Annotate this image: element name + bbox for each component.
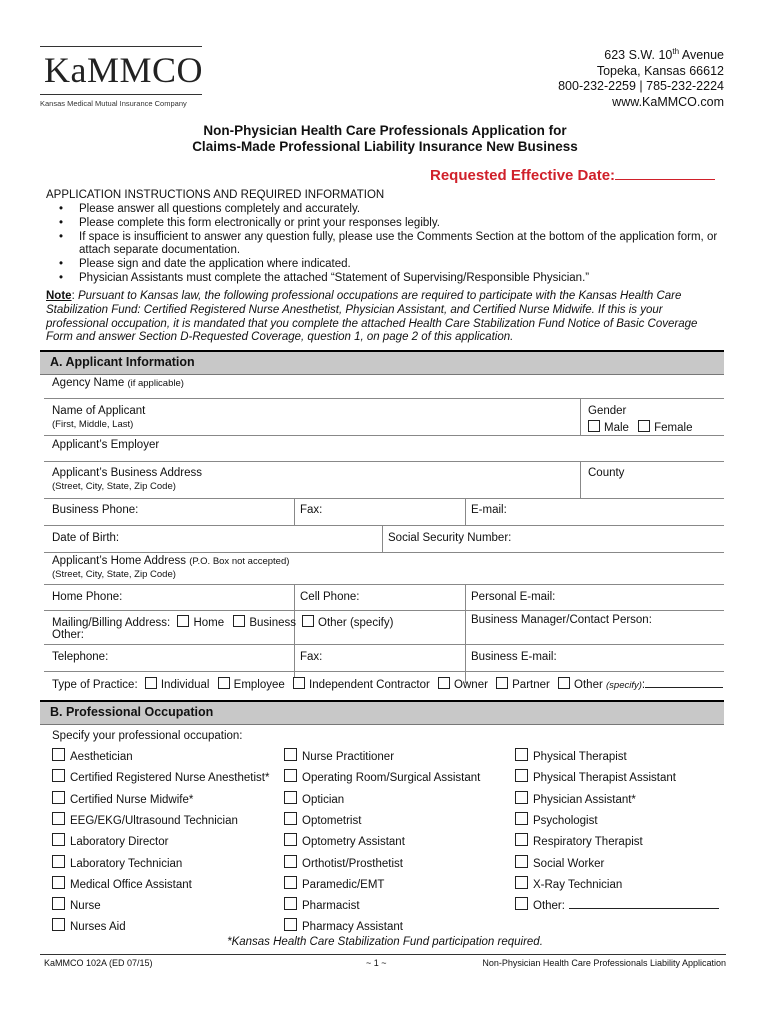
row-divider — [44, 584, 724, 585]
practice-other-checkbox[interactable] — [558, 677, 570, 689]
occupation-checkbox[interactable] — [52, 897, 65, 910]
agency-name-label — [52, 377, 184, 389]
personal-email-label: Personal E-mail: — [471, 591, 556, 603]
occupation-option[interactable] — [515, 812, 598, 827]
male-label: Male — [604, 422, 629, 434]
row-divider — [44, 435, 724, 436]
occupation-label: Pharmacy Assistant — [302, 921, 403, 934]
home-address-label — [52, 555, 289, 567]
occupation-checkbox[interactable] — [52, 812, 65, 825]
note-text: Pursuant to Kansas law, the following professional occupations are required to participate with the Kansas Health Care Stabilization Fund: Certified Registered Nurse Anesthetist, Physician Assistant, and Certified Nurse Midwife. If this is your professional occupation, it is mandated that you complete the attached Health Care Stabilization Fund Notice of Basic Coverage Form and answer Section D-Requested Coverage, question 1, on page 2 of this application. — [46, 290, 698, 344]
practice-other-colon: : — [641, 679, 646, 691]
date-of-birth-label: Date of Birth: — [52, 532, 120, 544]
occupation-label: Optometrist — [302, 814, 362, 827]
occupation-label: Respiratory Therapist — [533, 836, 643, 849]
form-title-line1: Non-Physician Health Care Professionals Application for — [203, 123, 567, 138]
occupation-checkbox[interactable] — [52, 918, 65, 931]
occupation-option[interactable] — [284, 791, 344, 806]
instructions-list — [46, 203, 726, 286]
mailing-home-checkbox[interactable] — [177, 615, 189, 627]
stabilization-fund-footnote: *Kansas Health Care Stabilization Fund participation required. — [227, 936, 543, 948]
business-address-label: Applicant’s Business Address — [52, 467, 203, 479]
section-b-header — [40, 700, 724, 725]
occupation-label: Laboratory Technician — [70, 857, 183, 870]
occupation-option[interactable] — [52, 812, 238, 827]
gender-label: Gender — [588, 405, 627, 417]
agency-name-text: Agency Name — [52, 377, 125, 389]
fax2-label: Fax: — [300, 651, 323, 663]
mailing-other-option — [302, 615, 393, 629]
column-divider — [465, 498, 466, 525]
row-divider — [44, 610, 724, 611]
occupation-option[interactable] — [284, 833, 405, 848]
occupation-label: EEG/EKG/Ultrasound Technician — [70, 814, 238, 827]
occupation-label: Pharmacist — [302, 900, 360, 913]
practice-other-field[interactable] — [645, 677, 723, 688]
requested-effective-date-label: Requested Effective Date: — [430, 167, 616, 184]
occupation-option[interactable] — [284, 918, 403, 933]
mailing-other-label: Other (specify) — [318, 617, 394, 629]
business-email-label: Business E-mail: — [471, 651, 557, 663]
practice-owner-label: Owner — [454, 679, 488, 691]
occupation-checkbox[interactable] — [515, 748, 528, 761]
occupation-label: Other: — [533, 900, 565, 913]
mailing-other-checkbox[interactable] — [302, 615, 314, 627]
practice-contractor-checkbox[interactable] — [293, 677, 305, 689]
company-full-name: Kansas Medical Mutual Insurance Company — [40, 99, 187, 108]
occupation-checkbox[interactable] — [284, 812, 297, 825]
form-title — [0, 123, 770, 155]
occupation-checkbox[interactable] — [284, 748, 297, 761]
occupation-label: Orthotist/Prosthetist — [302, 857, 403, 870]
occupation-checkbox[interactable] — [515, 855, 528, 868]
column-divider — [382, 525, 383, 552]
occupation-checkbox[interactable] — [52, 833, 65, 846]
occupation-option[interactable] — [52, 769, 269, 784]
occupation-option[interactable] — [52, 876, 192, 891]
occupation-other-field[interactable] — [569, 898, 719, 909]
occupation-label: Nurse Practitioner — [302, 751, 395, 763]
occupation-checkbox[interactable] — [515, 876, 528, 889]
occupation-label: Physical Therapist Assistant — [533, 772, 676, 785]
ssn-label: Social Security Number: — [388, 532, 512, 544]
occupation-checkbox[interactable] — [515, 812, 528, 825]
instruction-item: • Please complete this form electronically or print your responses legibly. — [46, 217, 726, 231]
mailing-label: Mailing/Billing Address: — [52, 617, 171, 629]
practice-employee-label: Employee — [233, 679, 285, 691]
row-divider — [44, 398, 724, 399]
occupation-checkbox[interactable] — [284, 769, 297, 782]
practice-partner-checkbox[interactable] — [496, 677, 508, 689]
telephone-label: Telephone: — [52, 651, 109, 663]
column-divider — [294, 498, 295, 525]
occupation-label: Operating Room/Surgical Assistant — [302, 772, 481, 785]
occupation-checkbox[interactable] — [515, 769, 528, 782]
column-divider — [580, 398, 581, 435]
occupation-label: Medical Office Assistant — [70, 878, 192, 891]
occupation-label: Certified Registered Nurse Anesthetist* — [70, 772, 270, 785]
occupation-label: Nurse — [70, 900, 101, 913]
page-number: ~ 1 ~ — [366, 958, 387, 968]
logo-rule-bottom — [40, 94, 202, 95]
occupation-option[interactable] — [284, 855, 403, 870]
mailing-other-field-label: Other: — [52, 629, 84, 641]
business-address-hint: (Street, City, State, Zip Code) — [52, 481, 176, 492]
occupation-checkbox[interactable] — [284, 897, 297, 910]
company-logo: KaMMCO — [44, 50, 204, 90]
occupation-option[interactable] — [284, 876, 384, 891]
practice-partner-label: Partner — [512, 679, 550, 691]
business-phone-label: Business Phone: — [52, 504, 139, 516]
footer-form-title: Non-Physician Health Care Professionals Liability Application — [482, 958, 726, 968]
instruction-item: • If space is insufficient to answer any question fully, please use the Comments Section at the bottom of the application form, or attach separate documentation. — [46, 231, 726, 259]
occupation-checkbox[interactable] — [515, 833, 528, 846]
gender-options — [588, 420, 693, 434]
agency-name-note: (if applicable) — [127, 378, 184, 389]
practice-contractor-label: Independent Contractor — [309, 679, 430, 691]
mailing-business-label: Business — [249, 617, 297, 629]
address-line1-pre: 623 S.W. 10 — [604, 48, 673, 63]
column-divider — [465, 584, 466, 683]
occupation-checkbox[interactable] — [515, 897, 528, 910]
kansas-law-note: Note: Pursuant to Kansas law, the following professional occupations are required to participate with the Kansas Health Care Stabilization Fund: Certified Registered Nurse Anesthetist, Physician Assistant, and Certified Nurse Midwife. If this is your professional occupation, it is mandated that you complete the attached Health Care Stabilization Fund Notice of Basic Coverage Form and answer Section D-Requested Coverage, question 1, on page 2 of this application. — [46, 290, 698, 344]
row-divider — [44, 498, 724, 499]
practice-individual-checkbox[interactable] — [145, 677, 157, 689]
row-divider — [44, 552, 724, 553]
occupation-checkbox[interactable] — [515, 791, 528, 804]
footer-rule — [40, 954, 726, 955]
occupation-checkbox[interactable] — [52, 769, 65, 782]
practice-employee-checkbox[interactable] — [218, 677, 230, 689]
column-divider — [580, 461, 581, 498]
practice-other-note: (specify) — [606, 680, 642, 691]
logo-rule-top — [40, 46, 202, 47]
occupation-option[interactable] — [284, 748, 394, 763]
occupation-checkbox[interactable] — [284, 918, 297, 931]
occupation-label: Certified Nurse Midwife* — [70, 793, 194, 806]
instruction-item: • Please answer all questions completely and accurately. — [46, 203, 726, 217]
occupation-option[interactable] — [515, 791, 636, 806]
form-title-line2: Claims-Made Professional Liability Insurance New Business — [192, 139, 578, 154]
occupation-option[interactable] — [284, 769, 480, 784]
occupation-label: Social Worker — [533, 857, 605, 870]
company-address — [558, 44, 724, 110]
mailing-home-label: Home — [193, 617, 225, 629]
occupation-checkbox[interactable] — [284, 855, 297, 868]
occupation-option[interactable] — [515, 748, 627, 763]
occupation-option[interactable] — [284, 897, 360, 912]
section-b-title: B. Professional Occupation — [50, 705, 214, 719]
occupation-option[interactable] — [52, 791, 193, 806]
practice-individual-label: Individual — [160, 679, 210, 691]
instruction-item: • Please sign and date the application where indicated. — [46, 258, 726, 272]
occupation-option[interactable] — [515, 897, 719, 912]
occupation-option[interactable] — [52, 897, 101, 912]
occupation-option[interactable] — [52, 855, 182, 870]
practice-other-label: Other — [574, 679, 603, 691]
home-phone-label: Home Phone: — [52, 591, 123, 603]
instructions-heading: APPLICATION INSTRUCTIONS AND REQUIRED INFORMATION — [46, 189, 385, 201]
address-phone: 800-232-2259 | 785-232-2224 — [558, 79, 724, 94]
address-website[interactable]: www.KaMMCO.com — [612, 94, 724, 109]
mailing-address-options — [52, 615, 296, 629]
occupation-checkbox[interactable] — [52, 855, 65, 868]
occupation-label: Nurses Aid — [70, 921, 126, 934]
occupation-checkbox[interactable] — [284, 833, 297, 846]
female-label: Female — [654, 422, 693, 434]
occupation-option[interactable] — [515, 855, 604, 870]
occupation-label: Paramedic/EMT — [302, 878, 385, 891]
column-divider — [294, 584, 295, 683]
male-checkbox[interactable] — [588, 420, 600, 432]
row-divider — [44, 525, 724, 526]
cell-phone-label: Cell Phone: — [300, 591, 360, 603]
requested-effective-date-field[interactable] — [615, 165, 715, 180]
row-divider — [44, 644, 724, 645]
name-format-hint: (First, Middle, Last) — [52, 419, 134, 430]
occupation-label: X-Ray Technician — [533, 878, 623, 891]
business-manager-label: Business Manager/Contact Person: — [471, 614, 652, 626]
form-number: KaMMCO 102A (ED 07/15) — [44, 958, 153, 968]
practice-owner-checkbox[interactable] — [438, 677, 450, 689]
occupation-checkbox[interactable] — [52, 748, 65, 761]
mailing-business-checkbox[interactable] — [233, 615, 245, 627]
address-line2: Topeka, Kansas 66612 — [596, 63, 724, 78]
occupation-label: Psychologist — [533, 814, 598, 827]
name-of-applicant-label: Name of Applicant — [52, 405, 146, 417]
occupation-option[interactable] — [515, 876, 622, 891]
row-divider — [44, 461, 724, 462]
requested-effective-date — [430, 165, 715, 184]
occupation-label: Aesthetician — [70, 751, 133, 763]
occupation-label: Laboratory Director — [70, 836, 169, 849]
address-line1-sup: th — [672, 47, 680, 56]
occupation-checkbox[interactable] — [284, 791, 297, 804]
occupation-checkbox[interactable] — [284, 876, 297, 889]
email-label: E-mail: — [471, 504, 507, 516]
occupation-option[interactable] — [284, 812, 361, 827]
address-line1-post: Avenue — [679, 48, 724, 63]
home-address-text: Applicant’s Home Address — [52, 555, 187, 567]
female-checkbox[interactable] — [638, 420, 650, 432]
section-a-header — [40, 350, 724, 375]
occupation-label: Optometry Assistant — [302, 836, 405, 849]
occupation-label: Physical Therapist — [533, 751, 627, 763]
occupation-option[interactable] — [52, 833, 168, 848]
occupation-option[interactable] — [52, 748, 133, 763]
county-label: County — [588, 467, 625, 479]
occupation-label: Physician Assistant* — [533, 793, 636, 806]
occupation-checkbox[interactable] — [52, 876, 65, 889]
instruction-item: • Physician Assistants must complete the attached “Statement of Supervising/Responsible Physician.” — [46, 272, 726, 286]
row-divider — [44, 671, 724, 672]
home-address-hint: (Street, City, State, Zip Code) — [52, 569, 176, 580]
fax-label: Fax: — [300, 504, 323, 516]
occupation-prompt: Specify your professional occupation: — [52, 730, 243, 742]
type-of-practice-label: Type of Practice: — [52, 679, 138, 691]
type-of-practice — [52, 677, 723, 691]
note-label: Note — [46, 290, 72, 302]
occupation-option[interactable] — [52, 918, 126, 933]
occupation-option[interactable] — [515, 833, 643, 848]
occupation-label: Optician — [302, 793, 345, 806]
home-address-note: (P.O. Box not accepted) — [189, 556, 290, 567]
section-a-title: A. Applicant Information — [50, 355, 195, 369]
employer-label: Applicant’s Employer — [52, 439, 160, 451]
occupation-checkbox[interactable] — [52, 791, 65, 804]
occupation-option[interactable] — [515, 769, 676, 784]
